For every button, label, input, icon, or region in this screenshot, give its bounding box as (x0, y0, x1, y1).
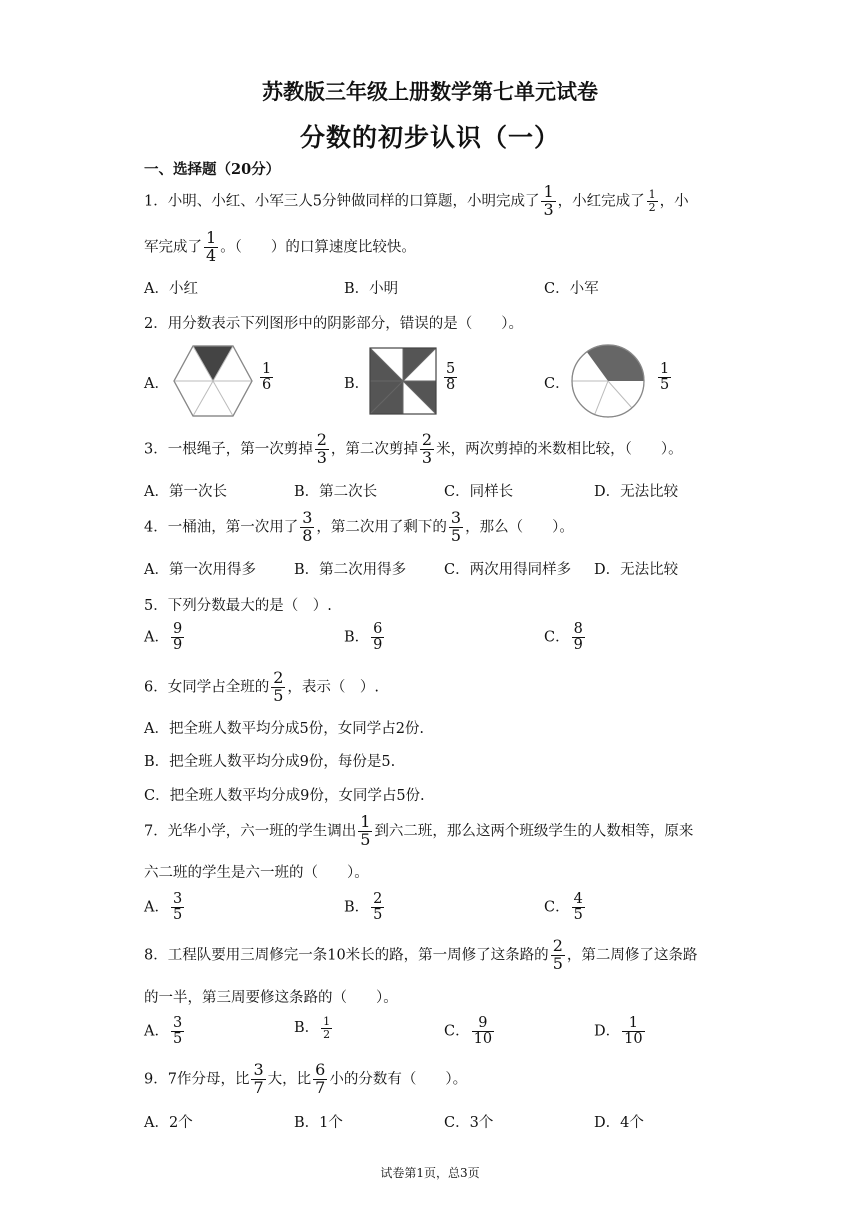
question-9-option-b[interactable]: B．1个 (294, 1115, 343, 1131)
fraction: $\frac{2}{3}$ (316, 430, 327, 467)
question-1-option-b[interactable]: B．小明 (344, 281, 399, 297)
fraction: $\frac{1}{2}$ (648, 188, 656, 214)
question-3-option-b[interactable]: B．第二次长 (294, 484, 378, 500)
question-2-option-a[interactable]: A． (144, 376, 169, 392)
figure-b-fraction: $\frac{5}{8}$ (446, 361, 456, 394)
question-2-option-b[interactable]: B． (344, 376, 370, 392)
fraction: $\frac{2}{5}$ (552, 936, 563, 973)
question-9-text: 9．7作分母，比 $\frac{3}{7}$ 大，比 $\frac{6}{7}$ 小的分数有（ ）。 (144, 1060, 468, 1097)
question-9-option-a[interactable]: A．2个 (144, 1115, 193, 1131)
fraction: $\frac{3}{8}$ (302, 508, 313, 545)
question-6-text: 6．女同学占全班的 $\frac{2}{5}$ ，表示（ ）. (144, 668, 380, 705)
question-1-line-1: 1．小明、小红、小军三人5分钟做同样的口算题，小明完成了 $\frac{1}{3}$ ，小红完成了 $\frac{1}{2}$ ，小 (144, 182, 689, 219)
question-1-line-2: 军完成了 $\frac{1}{4}$ 。（ ）的口算速度比较快。 (144, 228, 416, 265)
question-7-line-1: 7．光华小学，六一班的学生调出 $\frac{1}{5}$ 到六二班，那么这两个班级学生的人数相等，原来 (144, 812, 694, 849)
question-6-option-a[interactable]: A．把全班人数平均分成5份，女同学占2份. (144, 721, 425, 737)
question-7-option-a[interactable]: A． $\frac{3}{5}$ (144, 891, 183, 924)
section-heading: 一、选择题（20分） (144, 161, 281, 178)
fraction: $\frac{3}{5}$ (450, 508, 462, 545)
question-5-text: 5．下列分数最大的是（ ）. (144, 598, 332, 614)
question-3-text: 3．一根绳子，第一次剪掉 $\frac{2}{3}$ ，第二次剪掉 $\frac{2}{3}$ 米，两次剪掉的米数相比较，（ ）。 (144, 430, 683, 467)
question-4-option-a[interactable]: A．第一次用得多 (144, 562, 256, 578)
question-1-option-c[interactable]: C．小军 (544, 281, 599, 297)
question-5-option-c[interactable]: C． $\frac{8}{9}$ (544, 621, 583, 654)
square-figure (369, 347, 437, 415)
question-8-option-d[interactable]: D． $\frac{1}{10}$ (594, 1015, 643, 1048)
question-9-option-d[interactable]: D．4个 (594, 1115, 644, 1131)
fraction: $\frac{1}{5}$ (360, 812, 371, 849)
fraction: $\frac{2}{5}$ (273, 668, 284, 705)
fraction: $\frac{1}{3}$ (543, 182, 554, 219)
question-7-option-b[interactable]: B． $\frac{2}{5}$ (344, 891, 383, 924)
question-5-option-a[interactable]: A． $\frac{9}{9}$ (144, 621, 183, 654)
question-3-option-c[interactable]: C．同样长 (444, 484, 514, 500)
fraction: $\frac{3}{7}$ (253, 1060, 264, 1097)
exam-subtitle: 分数的初步认识（一） (299, 123, 560, 152)
question-8-line-1: 8．工程队要用三周修完一条10米长的路，第一周修了这条路的 $\frac{2}{5}$ ，第二周修了这条路 (144, 936, 698, 973)
question-8-option-b[interactable]: B． $\frac{1}{2}$ (294, 1015, 331, 1041)
hexagon-figure (172, 344, 254, 418)
question-9-option-c[interactable]: C．3个 (444, 1115, 494, 1131)
question-4-option-b[interactable]: B．第二次用得多 (294, 562, 407, 578)
question-5-option-b[interactable]: B． $\frac{6}{9}$ (344, 621, 383, 654)
question-6-option-b[interactable]: B．把全班人数平均分成9份，每份是5. (144, 754, 396, 770)
question-2-option-c[interactable]: C． (544, 376, 570, 392)
question-4-text: 4．一桶油，第一次用了 $\frac{3}{8}$ ，第二次用了剩下的 $\frac{3}{5}$ ，那么（ ）。 (144, 508, 574, 545)
question-3-option-a[interactable]: A．第一次长 (144, 484, 227, 500)
question-6-option-c[interactable]: C．把全班人数平均分成9份，女同学占5份. (144, 788, 425, 804)
page-footer: 试卷第1页，总3页 (380, 1166, 480, 1180)
question-7-option-c[interactable]: C． $\frac{4}{5}$ (544, 891, 583, 924)
question-4-option-c[interactable]: C．两次用得同样多 (444, 562, 572, 578)
question-8-option-a[interactable]: A． $\frac{3}{5}$ (144, 1015, 183, 1048)
question-7-line-2: 六二班的学生是六一班的（ ）。 (144, 865, 369, 881)
fraction: $\frac{1}{4}$ (206, 228, 217, 265)
question-8-option-c[interactable]: C． $\frac{9}{10}$ (444, 1015, 493, 1048)
figure-a-fraction: $\frac{1}{6}$ (262, 361, 272, 394)
question-3-option-d[interactable]: D．无法比较 (594, 484, 679, 500)
fraction: $\frac{2}{3}$ (421, 430, 433, 467)
circle-figure (570, 343, 646, 419)
question-1-option-a[interactable]: A．小红 (144, 281, 198, 297)
fraction: $\frac{6}{7}$ (315, 1060, 326, 1097)
question-2-text: 2．用分数表示下列图形中的阴影部分，错误的是（ ）。 (144, 316, 523, 332)
figure-c-fraction: $\frac{1}{5}$ (660, 361, 670, 394)
exam-title: 苏教版三年级上册数学第七单元试卷 (262, 79, 598, 104)
question-4-option-d[interactable]: D．无法比较 (594, 562, 679, 578)
question-8-line-2: 的一半，第三周要修这条路的（ ）。 (144, 990, 398, 1006)
